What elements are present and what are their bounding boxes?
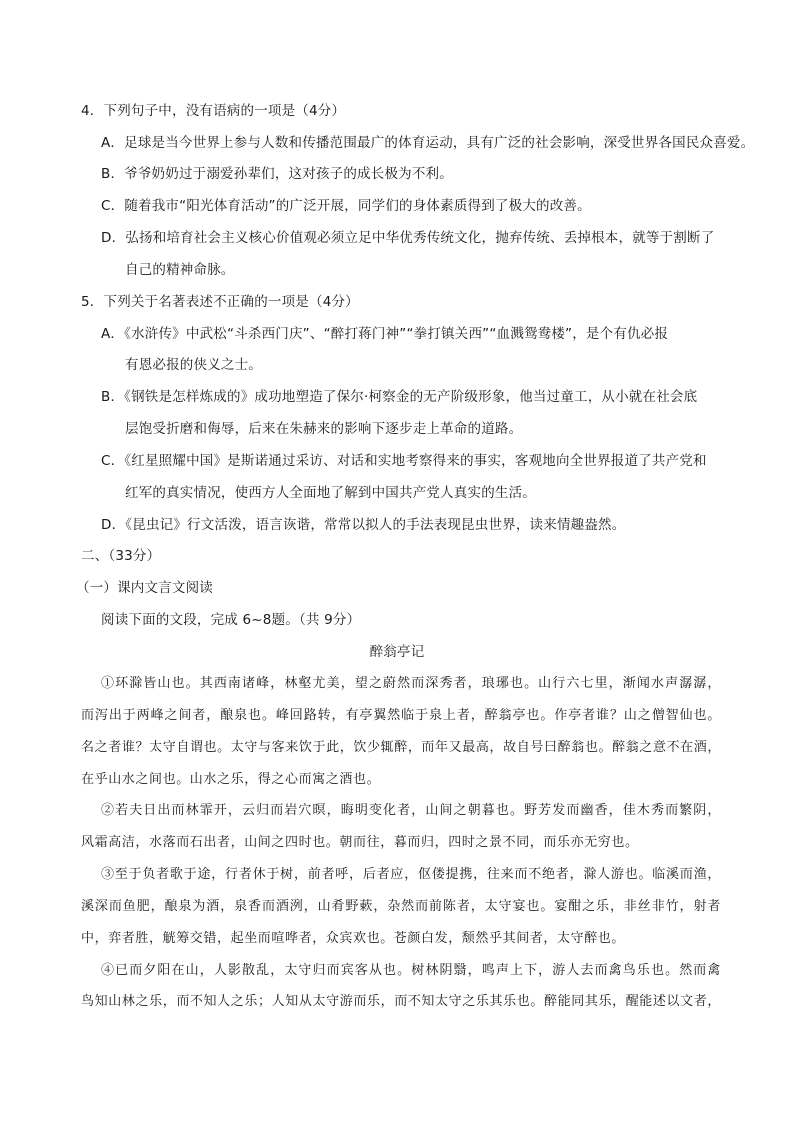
passage-line: ③至于负者歌于途，行者休于树，前者呼，后者应，伛偻提携，往来而不绝者，滁人游也。临溪而渔， [101,867,721,882]
question-5-option-a-continued: 有恩必报的侠义之士。 [125,357,262,373]
passage-line: ①环滁皆山也。其西南诸峰，林壑尤美，望之蔚然而深秀者，琅琊也。山行六七里，渐闻水声潺潺， [101,676,721,691]
question-4-stem: 4．下列句子中，没有语病的一项是（4分） [81,103,346,119]
question-4-option-a: A．足球是当今世界上参与人数和传播范围最广的体育运动，具有广泛的社会影响，深受世界各国民众喜爱。 [101,135,755,151]
question-4-option-d: D．弘扬和培育社会主义核心价值观必须立足中华优秀传统文化，抛弃传统、丢掉根本，就等于割断了 [101,230,715,246]
question-5-option-a: A．《水浒传》中武松“斗杀西门庆”、“醉打蒋门神”“拳打镇关西”“血溅鸳鸯楼”，是个有仇必报 [101,326,669,342]
passage-title: 醉翁亭记 [369,644,425,660]
question-5-option-c: C．《红星照耀中国》是斯诺通过采访、对话和实地考察得来的事实，客观地向全世界报道了共产党和 [101,453,707,469]
passage-line: 中，弈者胜，觥筹交错，起坐而喧哗者，众宾欢也。苍颜白发，颓然乎其间者，太守醉也。 [81,931,626,946]
section-2-subheading: （一）课内文言文阅读 [76,580,213,596]
passage-line: ④已而夕阳在山，人影散乱，太守归而宾客从也。树林阴翳，鸣声上下，游人去而禽鸟乐也。然而禽 [101,963,721,978]
passage-line: 溪深而鱼肥，酿泉为酒，泉香而酒洌，山肴野蔌，杂然而前陈者，太守宴也。宴酣之乐，非丝非竹，射者 [81,899,721,914]
question-5-option-d: D．《昆虫记》行文活泼，语言诙谐，常常以拟人的手法表现昆虫世界，读来情趣盎然。 [101,517,626,533]
question-5-option-c-continued: 红军的真实情况，使西方人全面地了解到中国共产党人真实的生活。 [125,485,536,501]
passage-line: 鸟知山林之乐，而不知人之乐；人知从太守游而乐，而不知太守之乐其乐也。醉能同其乐，醒能述以文者， [81,994,721,1009]
question-5-option-b-continued: 层饱受折磨和侮辱，后来在朱赫来的影响下逐步走上革命的道路。 [125,421,523,437]
section-2-heading: 二、（33分） [81,548,161,564]
question-5-option-b: B．《钢铁是怎样炼成的》成功地塑造了保尔·柯察金的无产阶级形象，他当过童工，从小就在社会底 [101,389,698,405]
passage-line: 而泻出于两峰之间者，酿泉也。峰回路转，有亭翼然临于泉上者，醉翁亭也。作亭者谁？山之僧智仙也。 [81,708,721,723]
reading-instruction: 阅读下面的文段，完成 6~8题。（共 9分） [101,612,361,628]
question-4-option-b: B．爷爷奶奶过于溺爱孙辈们，这对孩子的成长极为不利。 [101,166,453,182]
passage-line: 名之者谁？太守自谓也。太守与客来饮于此，饮少辄醉，而年又最高，故自号曰醉翁也。醉翁之意不在酒， [81,740,721,755]
question-4-option-c: C．随着我市“阳光体育活动”的广泛开展，同学们的身体素质得到了极大的改善。 [101,198,591,214]
question-4-option-d-continued: 自己的精神命脉。 [125,262,235,278]
passage-line: 在乎山水之间也。山水之乐，得之心而寓之酒也。 [81,772,381,787]
question-5-stem: 5．下列关于名著表述不正确的一项是（4分） [81,294,359,310]
passage-line: ②若夫日出而林霏开，云归而岩穴暝，晦明变化者，山间之朝暮也。野芳发而幽香，佳木秀而繁阴， [101,803,721,818]
passage-line: 风霜高洁，水落而石出者，山间之四时也。朝而往，暮而归，四时之景不同，而乐亦无穷也。 [81,835,639,850]
